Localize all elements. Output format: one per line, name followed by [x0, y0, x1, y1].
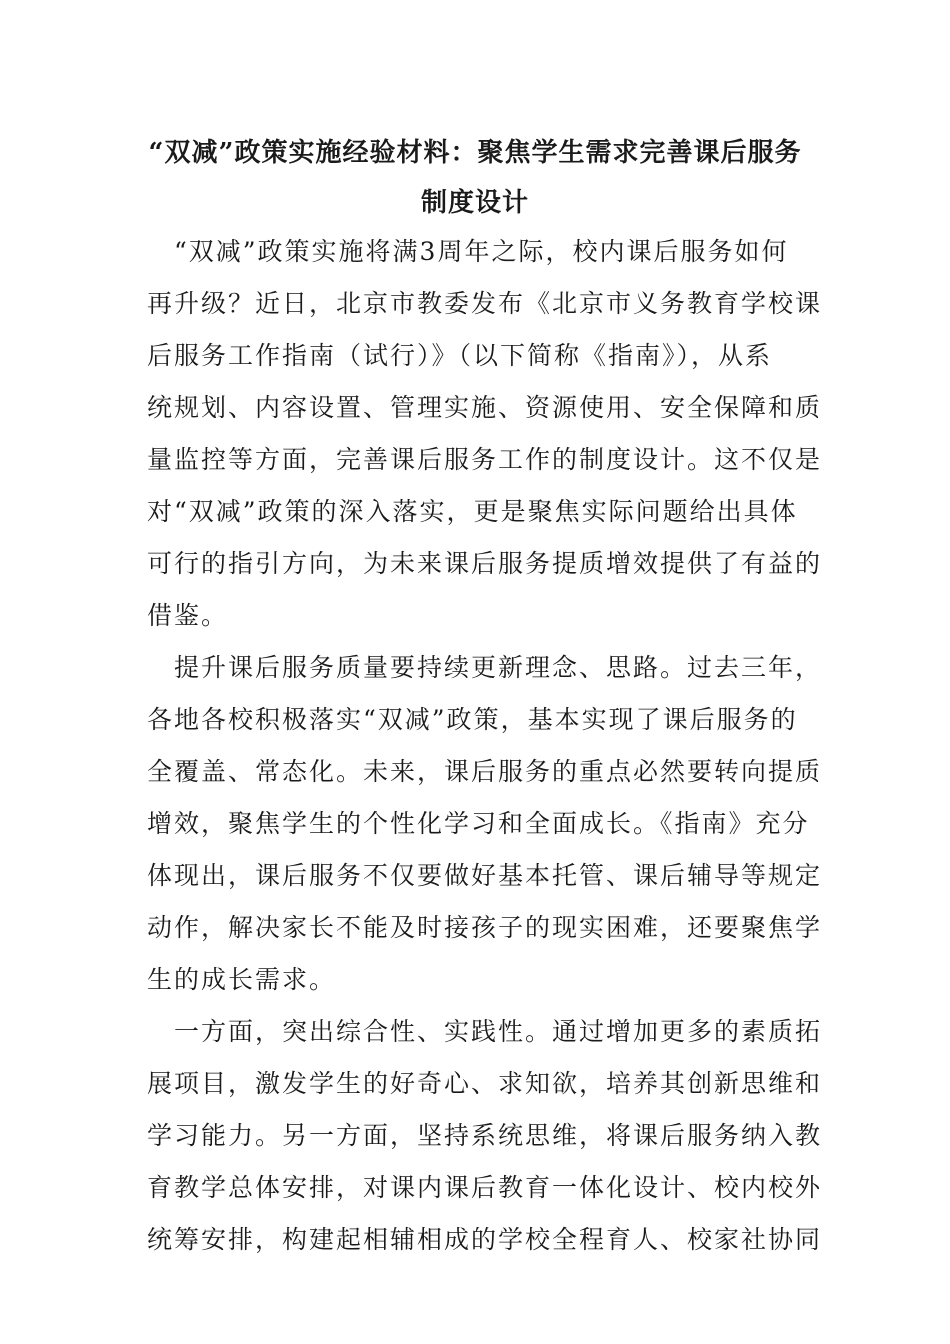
paragraph-3-line-3: 学习能力。另一方面，坚持系统思维，将课后服务纳入教: [147, 1121, 823, 1150]
paragraph-2-line-3: 全覆盖、常态化。未来，课后服务的重点必然要转向提质: [147, 757, 823, 786]
paragraph-2-line-7: 生的成长需求。: [147, 965, 337, 994]
paragraph-1-line-4: 统规划、内容设置、管理实施、资源使用、安全保障和质: [147, 393, 823, 422]
paragraph-2-line-5: 体现出，课后服务不仅要做好基本托管、课后辅导等规定: [147, 861, 823, 890]
paragraph-1-line-2: 再升级？近日，北京市教委发布《北京市义务教育学校课: [147, 289, 823, 318]
paragraph-3-line-4: 育教学总体安排，对课内课后教育一体化设计、校内校外: [147, 1173, 823, 1202]
paragraph-1-line-6: 对“双减”政策的深入落实，更是聚焦实际问题给出具体: [147, 497, 798, 526]
paragraph-2-line-4: 增效，聚焦学生的个性化学习和全面成长。《指南》充分: [147, 809, 810, 838]
document-title-line-2: 制度设计: [420, 188, 529, 218]
paragraph-3-line-5: 统筹安排，构建起相辅相成的学校全程育人、校家社协同: [147, 1225, 823, 1254]
paragraph-1-line-3: 后服务工作指南（试行）》（以下简称《指南》），从系: [147, 341, 773, 370]
paragraph-2-line-1: 提升课后服务质量要持续更新理念、思路。过去三年，: [147, 653, 823, 682]
paragraph-2-line-2: 各地各校积极落实“双减”政策，基本实现了课后服务的: [147, 705, 798, 734]
paragraph-1-line-1: “双减”政策实施将满3周年之际，校内课后服务如何: [147, 237, 789, 266]
paragraph-3-line-1: 一方面，突出综合性、实践性。通过增加更多的素质拓: [147, 1017, 823, 1046]
document-title-line-1: “双减”政策实施经验材料：聚焦学生需求完善课后服务: [148, 138, 802, 168]
paragraph-1-line-5: 量监控等方面，完善课后服务工作的制度设计。这不仅是: [147, 445, 823, 474]
paragraph-3-line-2: 展项目，激发学生的好奇心、求知欲，培养其创新思维和: [147, 1069, 823, 1098]
paragraph-1-line-7: 可行的指引方向，为未来课后服务提质增效提供了有益的: [147, 549, 823, 578]
paragraph-1-line-8: 借鉴。: [147, 601, 229, 630]
paragraph-2-line-6: 动作，解决家长不能及时接孩子的现实困难，还要聚焦学: [147, 913, 823, 942]
